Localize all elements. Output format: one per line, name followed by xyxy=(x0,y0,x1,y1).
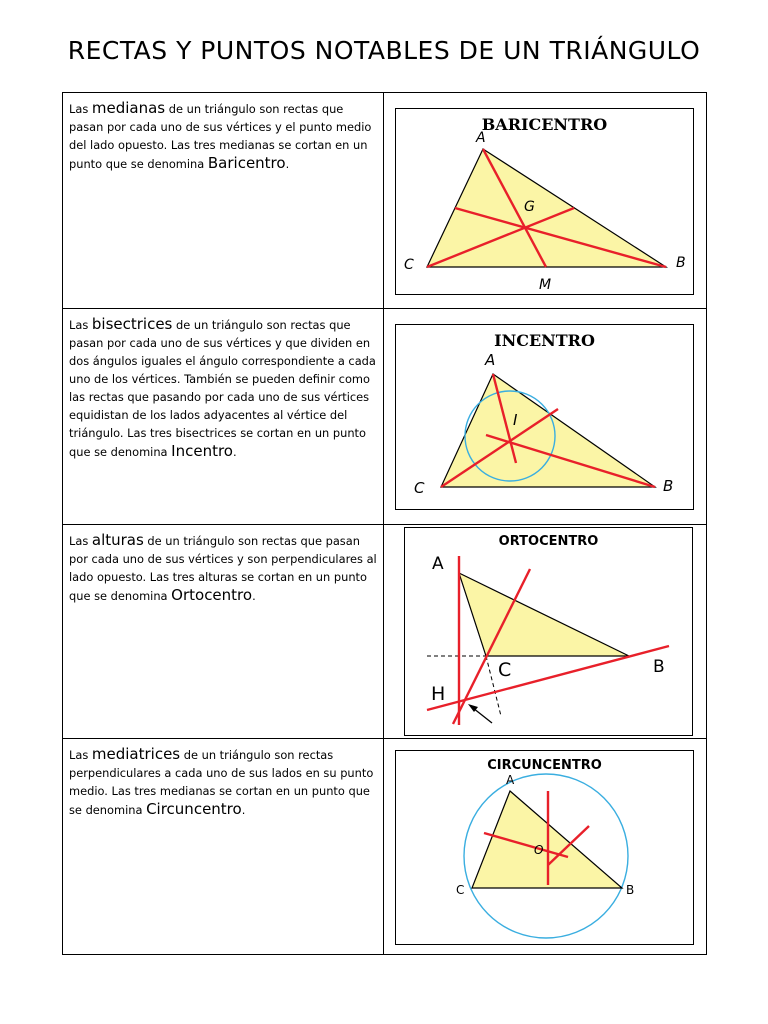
ortocentro-diagram xyxy=(405,528,692,735)
incentro-diagram xyxy=(396,325,693,509)
table-row xyxy=(63,525,707,739)
figure-title: BARICENTRO xyxy=(481,115,608,134)
label-g: G xyxy=(524,199,535,215)
table-row xyxy=(63,93,707,309)
keyword-mediatrices: mediatrices xyxy=(91,745,181,763)
arrow-line xyxy=(473,708,492,723)
label-h: H xyxy=(431,683,446,705)
triangle xyxy=(427,149,666,267)
text-cell xyxy=(63,525,384,739)
term-ortocentro: Ortocentro xyxy=(171,586,253,604)
incentro-figure xyxy=(395,324,694,510)
alturas-description: Las alturas de un triángulo son rectas que pasan por cada uno de sus vértices y son perpendiculares al lado opuesto. Las tres alturas se cortan en un punto que se denomina Ortocentro. xyxy=(69,531,377,604)
term-baricentro: Baricentro xyxy=(207,154,286,172)
label-c: C xyxy=(456,883,465,897)
circuncentro-diagram xyxy=(396,751,693,944)
baricentro-diagram xyxy=(396,109,693,294)
figure-title: INCENTRO xyxy=(494,331,595,350)
bisectrices-description: Las bisectrices de un triángulo son rectas que pasan por cada uno de sus vértices y que dividen en dos ángulos iguales el ángulo correspondiente a cada uno de los vértices. También se pueden definir como las rectas que pasando por cada uno de sus vértices equidistan de los lados adyacentes al vértice del triángulo. Las tres bisectrices se cortan en un punto que se denomina Incentro. xyxy=(69,315,376,460)
text-cell xyxy=(63,309,384,525)
label-c: C xyxy=(404,257,414,273)
medianas-description: Las medianas de un triángulo son rectas que pasan por cada uno de sus vértices y el punto medio del lado opuesto. Las tres medianas se cortan en un punto que se denomina Baricentro. xyxy=(69,99,372,172)
label-b: B xyxy=(626,883,635,897)
label-a: A xyxy=(476,130,486,146)
label-o: O xyxy=(534,843,544,857)
figure-title: CIRCUNCENTRO xyxy=(487,758,602,773)
figure-cell xyxy=(384,525,707,739)
triangle xyxy=(441,374,655,487)
figure-title: ORTOCENTRO xyxy=(498,534,599,549)
label-c: C xyxy=(498,659,512,681)
label-i: I xyxy=(513,411,518,429)
circuncentro-figure xyxy=(395,750,694,945)
page-title: RECTAS Y PUNTOS NOTABLES DE UN TRIÁNGULO xyxy=(67,36,701,65)
label-b: B xyxy=(653,657,665,677)
term-incentro: Incentro xyxy=(171,442,233,460)
label-a: A xyxy=(432,554,444,574)
table-row xyxy=(63,309,707,525)
label-a: A xyxy=(506,773,515,787)
label-b: B xyxy=(676,255,686,271)
label-c: C xyxy=(414,479,425,497)
mediatrices-description: Las mediatrices de un triángulo son rectas perpendiculares a cada uno de sus lados en su punto medio. Las tres medianas se cortan en un punto que se denomina Circuncentro. xyxy=(69,745,374,818)
term-circuncentro: Circuncentro xyxy=(146,800,242,818)
label-m: M xyxy=(539,277,552,293)
text-cell xyxy=(63,93,384,309)
figure-cell xyxy=(384,739,707,955)
label-a: A xyxy=(485,351,496,369)
ortocentro-figure xyxy=(404,527,693,736)
keyword-bisectrices: bisectrices xyxy=(91,315,173,333)
figure-cell xyxy=(384,93,707,309)
triangle xyxy=(459,573,629,656)
notable-points-table xyxy=(62,92,707,955)
figure-cell xyxy=(384,309,707,525)
keyword-alturas: alturas xyxy=(91,531,144,549)
label-b: B xyxy=(663,477,674,495)
baricentro-figure xyxy=(395,108,694,295)
text-cell xyxy=(63,739,384,955)
keyword-medianas: medianas xyxy=(91,99,166,117)
table-row xyxy=(63,739,707,955)
